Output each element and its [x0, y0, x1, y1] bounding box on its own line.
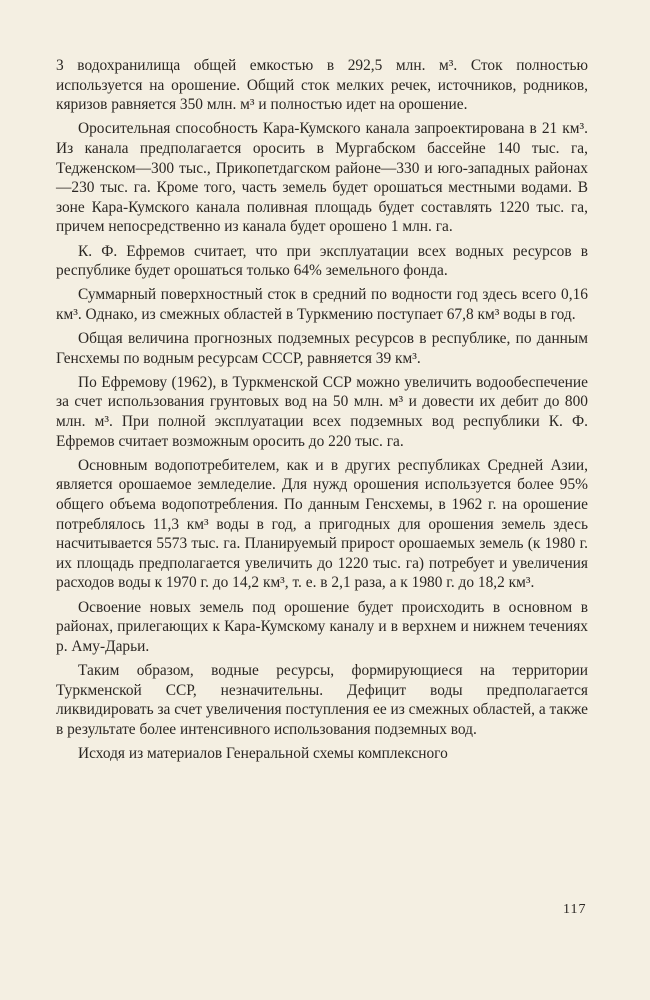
paragraph: Исходя из материалов Генеральной схемы комплексного	[78, 744, 448, 762]
paragraph: Суммарный поверхностный сток в средний по водности год здесь всего 0,16 км³. Однако, из смежных областей в Туркмению поступает 67,8 км³ воды в год.	[56, 286, 588, 323]
page-number: 117	[563, 902, 587, 917]
paragraph: 3 водохранилища общей емкостью в 292,5 млн. м³. Сток полностью используется на орошение. Общий сток мелких речек, источников, родников, кяризов равняется 350 млн. м³ и полностью идет на орошение.	[56, 57, 588, 114]
paragraph: Основным водопотребителем, как и в других республиках Средней Азии, является орошаемое земледелие. Для нужд орошения используется более 95% общего объема водопотребления. По данным Генсхемы, в 1962 г. на орошение потреблялось 11,3 км³ воды в год, а пригодных для орошения земель здесь насчитывается 5573 тыс. га. Планируемый прирост орошаемых земель (к 1980 г. их площадь предполагается увеличить до 1220 тыс. га) потребует и увеличения расходов воды к 1970 г. до 14,2 км³, т. е. в 2,1 раза, а к 1980 г. до 18,2 км³.	[56, 456, 588, 592]
paragraph: Оросительная способность Кара-Кумского канала запроектирована в 21 км³. Из канала предполагается оросить в Мургабском бассейне 140 тыс. га, Теджeнском—300 тыс., Прикопетдагском районе—330 и юго-западных районах—230 тыс. га. Кроме того, часть земель будет орошаться местными водами. В зоне Кара-Кумского канала поливная площадь будет составлять 1220 тыс. га, причем непосредственно из канала будет орошено 1 млн. га.	[56, 120, 588, 236]
paragraph: По Ефремову (1962), в Туркменской ССР можно увеличить водообеспечение за счет использования грунтовых вод на 50 млн. м³ и довести их дебит до 800 млн. м³. При полной эксплуатации всех подземных вод республики К. Ф. Ефремов считает возможным оросить до 220 тыс. га.	[56, 373, 588, 450]
paragraph: К. Ф. Ефремов считает, что при эксплуатации всех водных ресурсов в республике будет орошаться только 64% земельного фонда.	[56, 242, 588, 280]
body-text	[56, 56, 588, 768]
paragraph: Освоение новых земель под орошение будет происходить в основном в районах, прилегающих к Кара-Кумскому каналу и в верхнем и нижнем течениях р. Аму-Дарьи.	[56, 598, 588, 655]
paragraph: Общая величина прогнозных подземных ресурсов в республике, по данным Генсхемы по водным ресурсам СССР, равняется 39 км³.	[56, 330, 588, 367]
paragraph: Таким образом, водные ресурсы, формирующиеся на территории Туркменской ССР, незначительны. Дефицит воды предполагается ликвидировать за счет увеличения поступления ее из смежных областей, а также в результате более интенсивного использования подземных вод.	[56, 661, 588, 738]
